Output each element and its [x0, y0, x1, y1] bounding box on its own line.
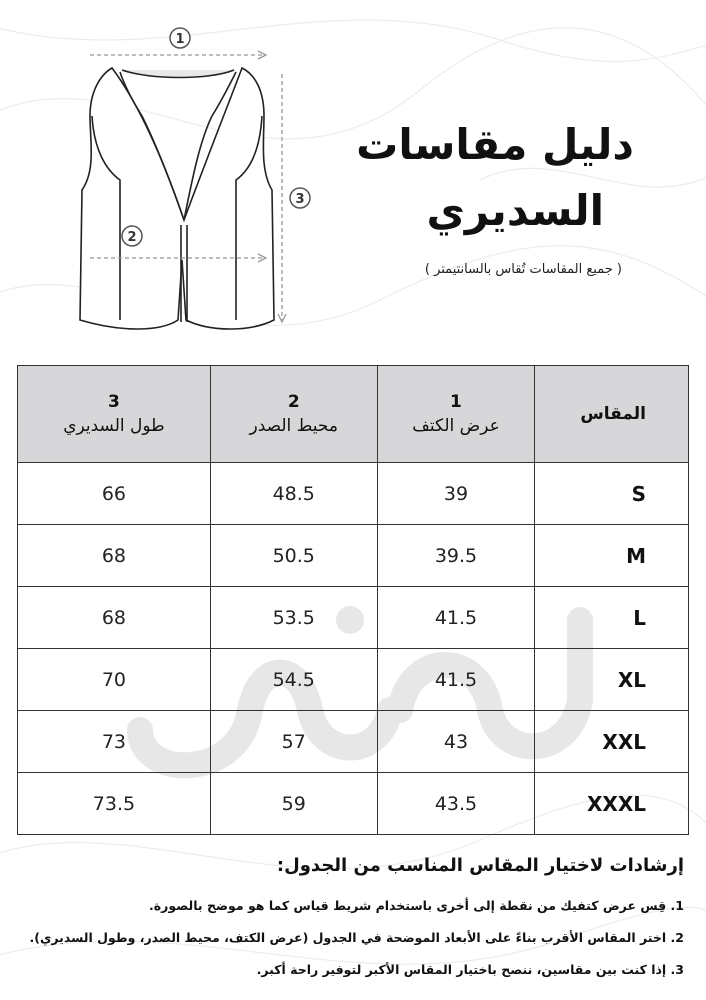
- length-measure-arrow: [278, 74, 310, 322]
- chest-cell: 50.5: [210, 525, 377, 587]
- length-cell: 70: [18, 649, 211, 711]
- header-shoulder-label: عرض الكتف: [412, 416, 500, 436]
- length-cell: 73: [18, 711, 211, 773]
- header-length-number: 3: [108, 392, 120, 412]
- length-cell: 68: [18, 587, 211, 649]
- marker-2: 2: [127, 230, 137, 245]
- table-row: [18, 525, 689, 587]
- instruction-item: 3. إذا كنت بين مقاسين، ننصح باختيار المقاس الأكبر لتوفير راحة أكبر.: [256, 962, 684, 977]
- header-chest-number: 2: [287, 392, 300, 412]
- marker-1: 1: [175, 32, 185, 47]
- size-cell: XXL: [535, 711, 689, 773]
- header-length-label: طول السديري: [63, 416, 165, 436]
- header-chest-label: محيط الصدر: [249, 416, 339, 436]
- shoulder-cell: 43.5: [377, 773, 535, 835]
- title-line-1: دليل مقاسات: [356, 120, 634, 169]
- chest-cell: 53.5: [210, 587, 377, 649]
- length-cell: 73.5: [18, 773, 211, 835]
- size-cell: XL: [535, 649, 689, 711]
- size-cell: L: [535, 587, 689, 649]
- title-line-2: السديري: [426, 186, 604, 235]
- size-cell: XXXL: [535, 773, 689, 835]
- shoulder-cell: 39.5: [377, 525, 535, 587]
- marker-3: 3: [295, 192, 305, 207]
- instructions-section: [24, 855, 684, 986]
- page-title: [314, 112, 634, 244]
- table-row: [18, 711, 689, 773]
- chest-cell: 54.5: [210, 649, 377, 711]
- header-chest: [210, 366, 377, 463]
- size-cell: S: [535, 463, 689, 525]
- shoulder-cell: 39: [377, 463, 535, 525]
- table-row: [18, 587, 689, 649]
- header-shoulder: [377, 366, 535, 463]
- length-cell: 68: [18, 525, 211, 587]
- instructions-heading: إرشادات لاختيار المقاس المناسب من الجدول:: [276, 855, 684, 876]
- shoulder-cell: 41.5: [377, 587, 535, 649]
- instruction-item: 1. قِس عرض كتفيك من نقطة إلى أخرى باستخدام شريط قياس كما هو موضح بالصورة.: [149, 898, 684, 913]
- header-size: المقاس: [535, 366, 689, 463]
- size-cell: M: [535, 525, 689, 587]
- instruction-item: 2. اختر المقاس الأقرب بناءً على الأبعاد الموضحة في الجدول (عرض الكتف، محيط الصدر، وطول السديري).: [29, 930, 684, 945]
- table-row: [18, 649, 689, 711]
- table-row: [18, 773, 689, 835]
- shoulder-cell: 43: [377, 711, 535, 773]
- chest-cell: 59: [210, 773, 377, 835]
- length-cell: 66: [18, 463, 211, 525]
- table-header-row: [18, 366, 689, 463]
- header-length: [18, 366, 211, 463]
- shoulder-cell: 41.5: [377, 649, 535, 711]
- size-chart-table: [17, 365, 689, 835]
- header-shoulder-number: 1: [450, 392, 462, 412]
- units-note: ( جميع المقاسات تُقاس بالسانتيمتر ): [424, 262, 622, 277]
- instructions-list: [24, 890, 684, 986]
- table-row: [18, 463, 689, 525]
- chest-cell: 48.5: [210, 463, 377, 525]
- vest-diagram: [60, 20, 340, 340]
- vest-icon: [80, 68, 274, 329]
- shoulder-measure-arrow: [90, 28, 266, 59]
- chest-cell: 57: [210, 711, 377, 773]
